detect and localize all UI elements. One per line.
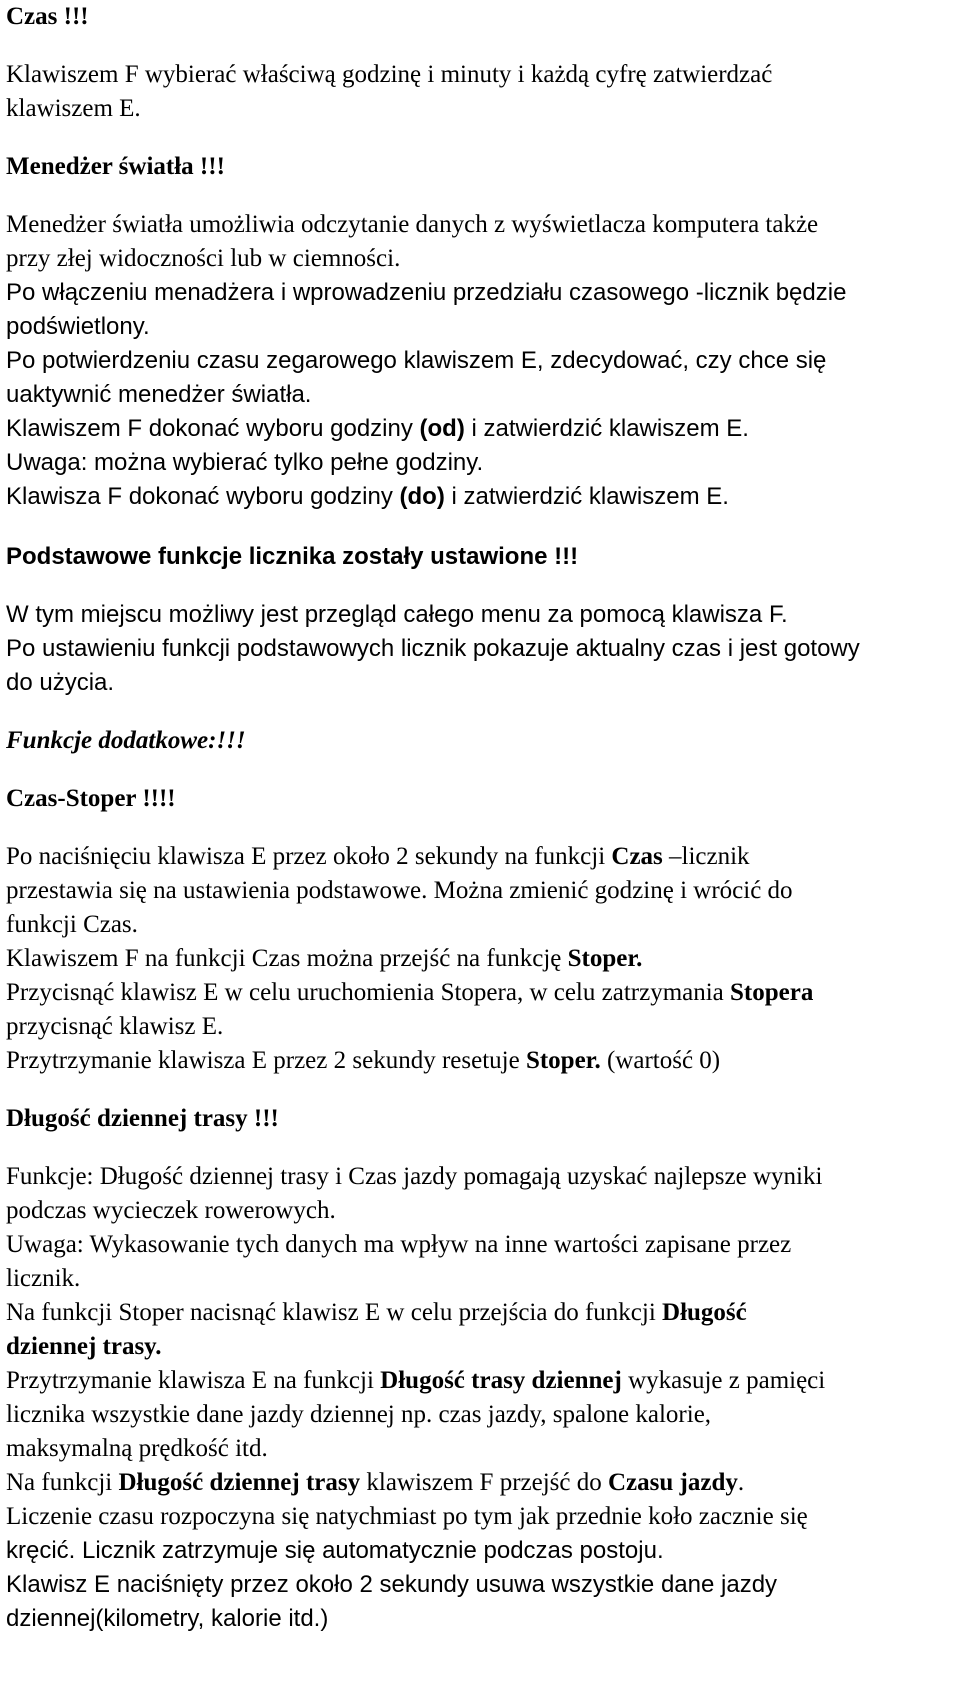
stoper-p3-line-2: przycisnąć klawisz E. <box>6 1013 224 1040</box>
menedzer-body-line-6: uaktywnić menedżer światła. <box>6 381 312 408</box>
stoper-p1-text-a: Po naciśnięciu klawisza E przez około 2 sekundy na funkcji <box>6 843 612 870</box>
stoper-p3-text-a: Przycisnąć klawisz E w celu uruchomienia Stopera, w celu zatrzymania <box>6 979 731 1006</box>
do-line-emphasis: (do) <box>399 483 445 510</box>
menedzer-heading: Menedżer światła !!! <box>6 153 225 180</box>
dlugosc-p5-text-c: klawiszem F przejść do <box>360 1469 608 1496</box>
dlugosc-p4-text-a: Przytrzymanie klawisza E na funkcji <box>6 1367 381 1394</box>
dlugosc-p4-emphasis: Długość trasy dziennej <box>380 1367 622 1394</box>
stoper-p1-emphasis: Czas <box>611 843 663 870</box>
dlugosc-p4-line-3: maksymalną prędkość itd. <box>6 1435 268 1462</box>
stoper-heading: Czas-Stoper !!!! <box>6 785 176 812</box>
dlugosc-p4-line-2: licznika wszystkie dane jazdy dziennej np. czas jazdy, spalone kalorie, <box>6 1401 712 1428</box>
podstawowe-body-line-2: Po ustawieniu funkcji podstawowych licznik pokazuje aktualny czas i jest gotowy <box>6 635 860 662</box>
podstawowe-body-line-1: W tym miejscu możliwy jest przegląd całego menu za pomocą klawisza F. <box>6 601 788 628</box>
od-line-emphasis: (od) <box>419 415 465 442</box>
stoper-p3-emphasis: Stopera <box>730 979 814 1006</box>
dlugosc-p3-text-a: Na funkcji Stoper nacisnąć klawisz E w celu przejścia do funkcji <box>6 1299 663 1326</box>
dlugosc-p6-line-2: kręcić. Licznik zatrzymuje się automatycznie podczas postoju. <box>6 1537 664 1564</box>
dlugosc-p3-emphasis: Długość <box>662 1299 747 1326</box>
dlugosc-p1-line-1: Funkcje: Długość dziennej trasy i Czas jazdy pomagają uzyskać najlepsze wyniki <box>6 1163 823 1190</box>
czas-heading: Czas !!! <box>6 3 89 30</box>
dlugosc-p5-emphasis-2: Czasu jazdy <box>607 1469 738 1496</box>
dlugosc-p5-text-a: Na funkcji <box>6 1469 119 1496</box>
do-line-text-c: i zatwierdzić klawiszem E. <box>444 483 729 510</box>
dlugosc-p1-line-2: podczas wycieczek rowerowych. <box>6 1197 336 1224</box>
stoper-p2-emphasis: Stoper. <box>567 945 643 972</box>
stoper-p1-text-c: –licznik <box>662 843 750 870</box>
dlugosc-p4-text-c: wykasuje z pamięci <box>621 1367 826 1394</box>
menedzer-body-line-1: Menedżer światła umożliwia odczytanie danych z wyświetlacza komputera także <box>6 211 819 238</box>
stoper-p1-line-1 <box>6 840 750 874</box>
stoper-p4 <box>6 1044 720 1078</box>
dlugosc-p3-line-1 <box>6 1296 747 1330</box>
stoper-p1-line-2: przestawia się na ustawienia podstawowe. Można zmienić godzinę i wrócić do <box>6 877 793 904</box>
stoper-p1-line-3: funkcji Czas. <box>6 911 138 938</box>
dlugosc-p5-text-e: . <box>737 1469 745 1496</box>
dlugosc-p2-line-1: Uwaga: Wykasowanie tych danych ma wpływ na inne wartości zapisane przez <box>6 1231 792 1258</box>
menedzer-body-line-2: przy złej widoczności lub w ciemności. <box>6 245 401 272</box>
podstawowe-body-line-3: do użycia. <box>6 669 115 696</box>
dlugosc-p2-line-2: licznik. <box>6 1265 81 1292</box>
dodatkowe-heading: Funkcje dodatkowe:!!! <box>6 727 246 754</box>
stoper-p4-text-c: (wartość 0) <box>600 1047 721 1074</box>
od-line <box>6 412 749 446</box>
stoper-p4-text-a: Przytrzymanie klawisza E przez 2 sekundy resetuje <box>6 1047 526 1074</box>
uwaga-line: Uwaga: można wybierać tylko pełne godziny. <box>6 449 484 476</box>
do-line-text-a: Klawisza F dokonać wyboru godziny <box>6 483 400 510</box>
dlugosc-p6-line-1: Liczenie czasu rozpoczyna się natychmiast po tym jak przednie koło zacznie się <box>6 1503 808 1530</box>
od-line-text-a: Klawiszem F dokonać wyboru godziny <box>6 415 420 442</box>
stoper-p4-emphasis: Stoper. <box>525 1047 601 1074</box>
menedzer-body-line-5: Po potwierdzeniu czasu zegarowego klawiszem E, zdecydować, czy chce się <box>6 347 827 374</box>
stoper-p3-line-1 <box>6 976 813 1010</box>
stoper-p2 <box>6 942 642 976</box>
czas-body-line-2: klawiszem E. <box>6 95 141 122</box>
dlugosc-heading: Długość dziennej trasy !!! <box>6 1105 279 1132</box>
dlugosc-p5-emphasis-1: Długość dziennej trasy <box>118 1469 361 1496</box>
czas-body-line-1: Klawiszem F wybierać właściwą godzinę i minuty i każdą cyfrę zatwierdzać <box>6 61 773 88</box>
do-line <box>6 480 729 514</box>
dlugosc-p5 <box>6 1466 744 1500</box>
od-line-text-c: i zatwierdzić klawiszem E. <box>464 415 749 442</box>
podstawowe-heading: Podstawowe funkcje licznika zostały ustawione !!! <box>6 543 579 570</box>
dlugosc-p7-line-1: Klawisz E naciśnięty przez około 2 sekundy usuwa wszystkie dane jazdy <box>6 1571 778 1598</box>
dlugosc-p3-line-2: dziennej trasy. <box>6 1333 162 1360</box>
menedzer-body-line-4: podświetlony. <box>6 313 150 340</box>
stoper-p2-text-a: Klawiszem F na funkcji Czas można przejść na funkcję <box>6 945 568 972</box>
dlugosc-p4-line-1 <box>6 1364 825 1398</box>
menedzer-body-line-3: Po włączeniu menadżera i wprowadzeniu przedziału czasowego -licznik będzie <box>6 279 847 306</box>
dlugosc-p7-line-2: dziennej(kilometry, kalorie itd.) <box>6 1605 329 1632</box>
